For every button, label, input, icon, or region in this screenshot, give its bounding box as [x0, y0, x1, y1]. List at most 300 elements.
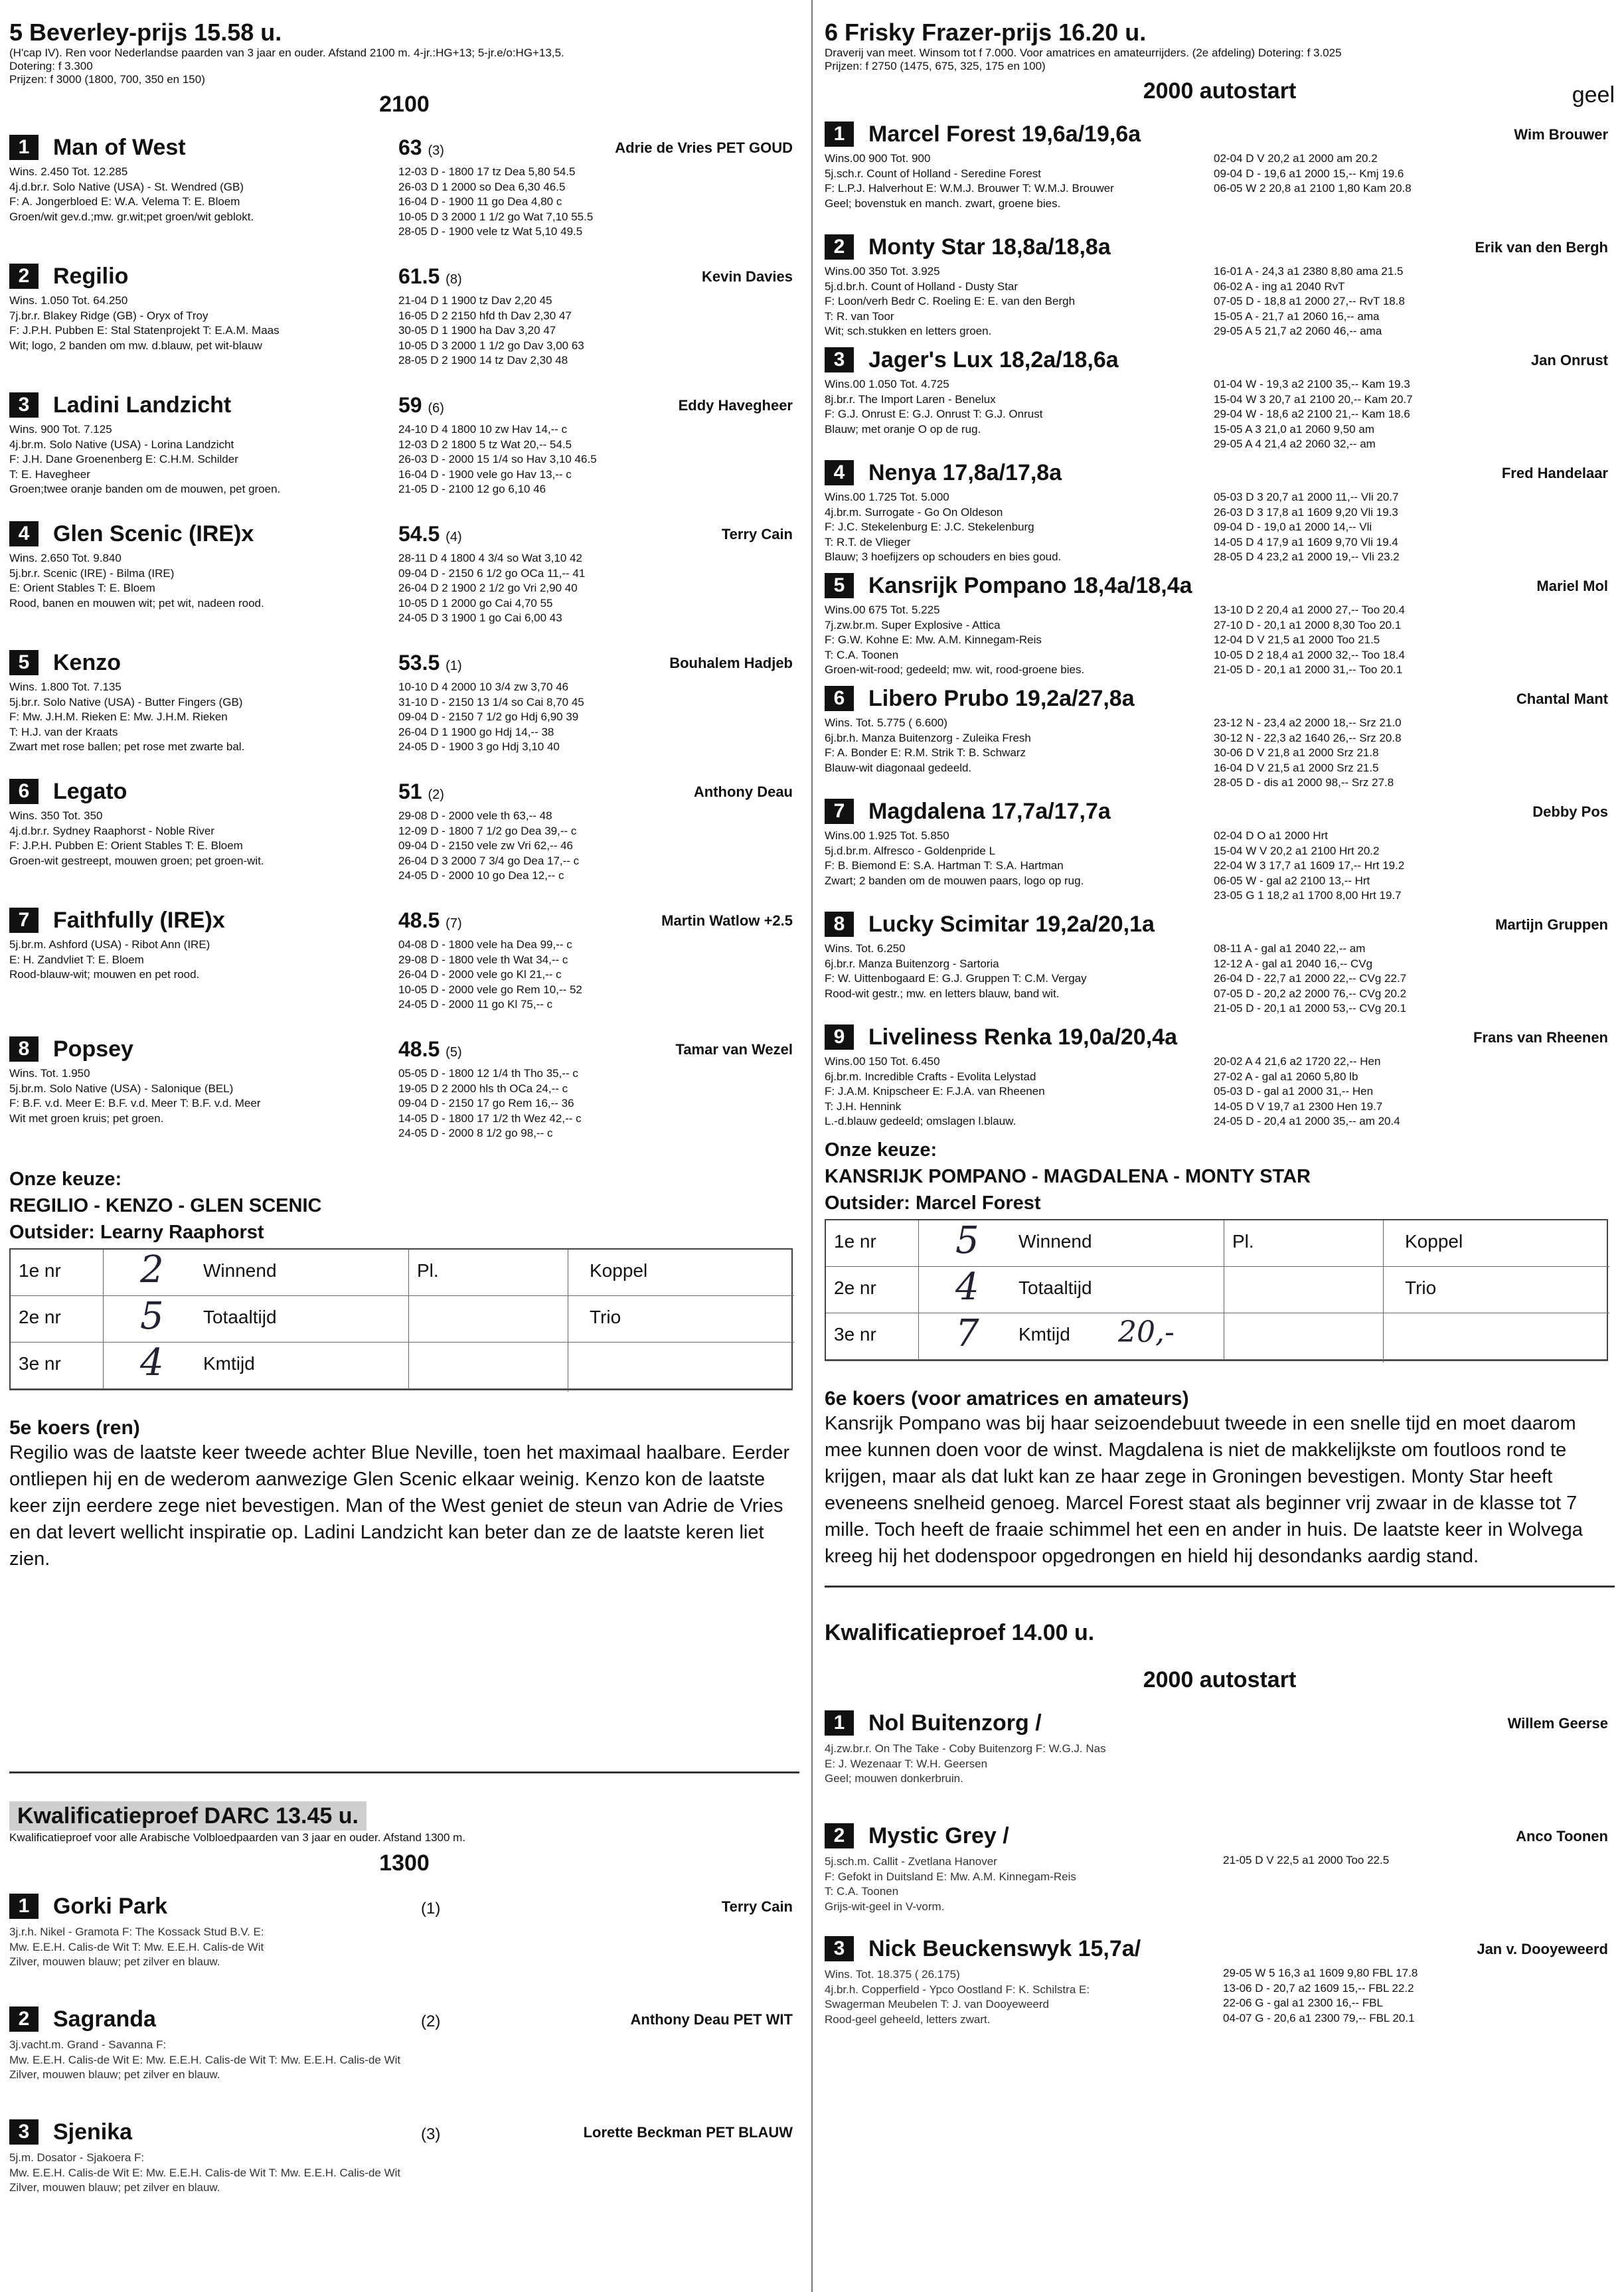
horse-detail-line: T: R.T. de Vlieger [825, 535, 911, 548]
horse-detail-line: Mw. E.E.H. Calis-de Wit T: Mw. E.E.H. Calis-de Wit [9, 1940, 264, 1953]
pick-outsider: Outsider: Learny Raaphorst [9, 1222, 264, 1243]
horse-rating [398, 135, 444, 160]
result-line: 09-04 D - 19,6 a1 2000 15,-- Kmj 19.6 [1214, 167, 1404, 180]
horse-details [9, 165, 388, 224]
horse-details [825, 603, 1203, 678]
result-line: 29-08 D - 2000 vele th 63,-- 48 [398, 809, 552, 822]
start-position: (8) [446, 272, 462, 287]
qualification-horse-list [825, 1710, 1615, 2042]
grid-trio: Trio [1384, 1267, 1609, 1313]
result-line: 22-04 W 3 17,7 a1 1609 17,-- Hrt 19.2 [1214, 859, 1405, 872]
horse-details [9, 1066, 388, 1126]
result-line: 29-04 W - 18,6 a2 2100 21,-- Kam 18.6 [1214, 408, 1410, 420]
horse-header [9, 1893, 167, 1920]
column-divider [811, 0, 813, 2292]
result-line: 24-05 D - 2000 8 1/2 go 98,-- c [398, 1127, 553, 1139]
result-line: 16-04 D - 1900 11 go Dea 4,80 c [398, 195, 562, 208]
result-line: 19-05 D 2 2000 hls th OCa 24,-- c [398, 1082, 568, 1095]
horse-detail-line: Groen-wit gestreept, mouwen groen; pet groen-wit. [9, 854, 264, 867]
rider-name: Kevin Davies [702, 268, 793, 285]
result-line: 24-05 D - 1900 3 go Hdj 3,10 40 [398, 740, 560, 753]
result-line: 12-03 D 2 1800 5 tz Wat 20,-- 54.5 [398, 438, 572, 451]
grid-field-label: Kmtijd [203, 1353, 255, 1374]
result-line: 08-11 A - gal a1 2040 22,-- am [1214, 942, 1366, 955]
rating-value: 51 [398, 779, 422, 803]
handwritten-number: 5 [955, 1219, 979, 1262]
result-line: 16-01 A - 24,3 a1 2380 8,80 ama 21.5 [1214, 265, 1404, 278]
horse-entry [825, 911, 1615, 1020]
horse-detail-line: Wins.00 1.050 Tot. 4.725 [825, 378, 949, 390]
recent-results [1214, 829, 1615, 904]
horse-number: 2 [9, 264, 39, 289]
result-line: 29-05 A 4 21,4 a2 2060 32,-- am [1214, 438, 1376, 450]
recent-results [398, 165, 799, 240]
horse-name: Man of West [53, 134, 186, 160]
rider-name: Terry Cain [721, 526, 793, 542]
horse-detail-line: 5j.sch.r. Count of Holland - Seredine Forest [825, 167, 1041, 180]
horse-detail-line: F: J.P.H. Pubben E: Orient Stables T: E. Bloem [9, 839, 243, 852]
grid-place: Pl. [1224, 1220, 1384, 1362]
horse-rating [398, 651, 462, 675]
horse-detail-line: 7j.br.r. Blakey Ridge (GB) - Oryx of Troy [9, 309, 208, 322]
qualification-distance: 1300 [379, 1850, 430, 1876]
horse-number: 3 [825, 1936, 854, 1961]
horse-detail-line: Wins.00 1.725 Tot. 5.000 [825, 491, 949, 503]
commentary-heading: 5e koers (ren) [9, 1417, 140, 1439]
horse-rating [398, 1037, 462, 1062]
horse-number: 2 [825, 234, 854, 260]
horse-details [825, 151, 1203, 211]
result-line: 28-05 D 4 23,2 a1 2000 19,-- Vli 23.2 [1214, 550, 1400, 563]
grid-row-field [919, 1220, 1224, 1266]
horse-number: 3 [9, 392, 39, 418]
horse-name: Nenya 17,8a/17,8a [868, 459, 1062, 485]
betting-grid [825, 1219, 1608, 1361]
section-divider [825, 1586, 1615, 1588]
grid-row-label: 1e nr [11, 1250, 104, 1295]
horse-name: Gorki Park [53, 1893, 167, 1919]
recent-results [398, 680, 799, 755]
horse-detail-line: Wins. 1.050 Tot. 64.250 [9, 294, 128, 307]
horse-header [9, 778, 127, 805]
rider-name: Anco Toonen [1516, 1828, 1608, 1844]
recent-results [398, 422, 799, 497]
horse-header [825, 572, 1192, 599]
horse-detail-line: Wins. Tot. 5.775 ( 6.600) [825, 716, 947, 729]
horse-detail-line: Wins. 2.650 Tot. 9.840 [9, 552, 122, 564]
result-line: 24-05 D 3 1900 1 go Cai 6,00 43 [398, 612, 562, 624]
result-line: 05-03 D - gal a1 2000 31,-- Hen [1214, 1085, 1374, 1098]
grid-trio: Trio [568, 1296, 794, 1343]
horse-detail-line: Zilver, mouwen blauw; pet zilver en blauw. [9, 2068, 220, 2081]
horse-name: Lucky Scimitar 19,2a/20,1a [868, 911, 1155, 937]
horse-details [9, 809, 388, 868]
horse-detail-line: Wins. 1.800 Tot. 7.135 [9, 681, 122, 693]
result-line: 28-05 D - 1900 vele tz Wat 5,10 49.5 [398, 225, 583, 238]
result-line: 07-05 D - 18,8 a1 2000 27,-- RvT 18.8 [1214, 295, 1405, 307]
result-line: 24-05 D - 2000 11 go Kl 75,-- c [398, 998, 553, 1011]
horse-rating [398, 908, 462, 933]
result-line: 23-05 G 1 18,2 a1 1700 8,00 Hrt 19.7 [1214, 889, 1402, 902]
result-line: 12-09 D - 1800 7 1/2 go Dea 39,-- c [398, 824, 577, 837]
grid-koppel: Koppel [568, 1250, 794, 1296]
recent-results [398, 809, 799, 884]
grid-place: Pl. [409, 1250, 568, 1392]
horse-number: 6 [825, 686, 854, 711]
horse-detail-line: Wit; logo, 2 banden om mw. d.blauw, pet wit-blauw [9, 339, 262, 352]
horse-detail-line: 5j.br.m. Ashford (USA) - Ribot Ann (IRE) [9, 938, 210, 951]
horse-detail-line: E: Orient Stables T: E. Bloem [9, 582, 155, 594]
grid-row-field [104, 1296, 409, 1342]
horse-rating [398, 522, 462, 546]
horse-entry [9, 649, 799, 774]
horse-detail-line: Geel; bovenstuk en manch. zwart, groene bies. [825, 197, 1061, 210]
horse-name: Libero Prubo 19,2a/27,8a [868, 685, 1135, 711]
recent-results [398, 293, 799, 368]
horse-detail-line: 3j.r.h. Nikel - Gramota F: The Kossack Stud B.V. E: [9, 1925, 264, 1938]
grid-field-label: Totaaltijd [1018, 1277, 1092, 1298]
handwritten-number: 5 [140, 1295, 164, 1338]
commentary-text: Kansrijk Pompano was bij haar seizoendebuut tweede in een snelle tijd en moet daarom mee kunnen doen voor de winst. Magdalena is niet de makkelijkste om foutloos rond te krijgen, maar als dat lukt kan ze haar zege in Groningen bevestigen. Monty Star heeft eveneens snelheid genoeg. Marcel Forest staat als beginner vrij zwaar in de klasse tot 7 mille. Toch heeft de fraaie schimmel het een en ander in huis. De laatste keer in Wolvega kreeg hij het dodenspoor opgedrongen en hield hij desondanks aardig stand. [825, 1413, 1583, 1567]
horse-list [825, 121, 1615, 1133]
horse-detail-line: Wins. Tot. 1.950 [9, 1067, 90, 1080]
horse-details [9, 422, 388, 497]
horse-number: 6 [9, 779, 39, 804]
pick-outsider: Outsider: Marcel Forest [825, 1192, 1041, 1214]
horse-detail-line: F: A. Jongerbloed E: W.A. Velema T: E. Bloem [9, 195, 240, 208]
horse-detail-line: Zwart; 2 banden om de mouwen paars, logo op rug. [825, 874, 1084, 887]
horse-details [825, 1742, 1369, 1787]
recent-results [1214, 716, 1615, 791]
horse-detail-line: 5j.br.m. Solo Native (USA) - Salonique (BEL) [9, 1082, 234, 1095]
result-line: 27-02 A - gal a1 2060 5,80 lb [1214, 1070, 1358, 1083]
horse-detail-line: Wins. Tot. 18.375 ( 26.175) [825, 1968, 960, 1981]
grid-row-label: 2e nr [11, 1296, 104, 1342]
start-position: (2) [428, 787, 444, 802]
horse-header [825, 347, 1119, 373]
horse-details [825, 716, 1203, 776]
start-position: (6) [428, 401, 444, 416]
horse-number: 1 [9, 1894, 39, 1919]
start-position: (7) [446, 916, 462, 931]
rider-name: Willem Geerse [1507, 1715, 1608, 1732]
result-line: 12-04 D V 21,5 a1 2000 Too 21.5 [1214, 633, 1380, 646]
recent-results [1214, 941, 1615, 1017]
qualification-distance: 2000 autostart [1143, 1667, 1297, 1692]
result-line: 26-04 D - 2000 vele go Kl 21,-- c [398, 968, 562, 981]
result-line: 09-04 D - 2150 6 1/2 go OCa 11,-- 41 [398, 566, 586, 580]
result-line: 10-05 D - 2000 vele go Rem 10,-- 52 [398, 983, 582, 996]
horse-details [9, 2038, 554, 2083]
grid-row-label: 2e nr [826, 1267, 919, 1313]
grid-row [11, 1343, 791, 1389]
rider-name: Frans van Rheenen [1473, 1029, 1608, 1046]
left-column [9, 0, 799, 2292]
rating-value: 48.5 [398, 1037, 440, 1061]
horse-detail-line: Zilver, mouwen blauw; pet zilver en blauw. [9, 1955, 220, 1968]
horse-header [825, 798, 1111, 825]
horse-detail-line: Wins. 2.450 Tot. 12.285 [9, 165, 128, 178]
result-line: 01-04 W - 19,3 a2 2100 35,-- Kam 19.3 [1214, 378, 1410, 390]
rating-value: 59 [398, 393, 422, 417]
pick-heading: Onze keuze: [9, 1169, 122, 1190]
horse-name: Kenzo [53, 649, 121, 675]
horse-detail-line: Grijs-wit-geel in V-vorm. [825, 1900, 945, 1913]
race-title: 6 Frisky Frazer-prijs 16.20 u. [825, 19, 1147, 46]
grid-row-label: 3e nr [11, 1343, 104, 1388]
result-line: 07-05 D - 20,2 a2 2000 76,-- CVg 20.2 [1214, 987, 1407, 1000]
horse-detail-line: T: R. van Toor [825, 309, 894, 323]
grid-field-label: Kmtijd [1018, 1324, 1070, 1345]
grid-row-label: 3e nr [826, 1313, 919, 1359]
horse-name: Nick Beuckenswyk 15,7a/ [868, 1935, 1141, 1961]
horse-entry [825, 1823, 1615, 1929]
result-line: 26-03 D - 2000 15 1/4 so Hav 3,10 46.5 [398, 453, 597, 465]
horse-number: 1 [825, 1710, 854, 1736]
horse-name: Faithfully (IRE)x [53, 907, 225, 933]
horse-detail-line: Groen-wit-rood; gedeeld; mw. wit, rood-groene bies. [825, 663, 1085, 676]
rider-name: Wim Brouwer [1514, 126, 1608, 143]
rider-name: Chantal Mant [1516, 691, 1608, 707]
horse-entry [9, 1036, 799, 1161]
result-line: 26-04 D 3 2000 7 3/4 go Dea 17,-- c [398, 854, 580, 867]
horse-detail-line: Rood, banen en mouwen wit; pet wit, nadeen rood. [9, 596, 264, 610]
result-line: 15-04 W V 20,2 a1 2100 Hrt 20.2 [1214, 844, 1380, 857]
horse-details [9, 938, 388, 983]
horse-detail-line: 7j.zw.br.m. Super Explosive - Attica [825, 618, 1001, 631]
commentary-heading: 6e koers (voor amatrices en amateurs) [825, 1388, 1189, 1410]
result-line: 06-02 A - ing a1 2040 RvT [1214, 280, 1345, 293]
recent-results [1223, 1853, 1624, 1868]
pick-selection: REGILIO - KENZO - GLEN SCENIC [9, 1195, 322, 1216]
horse-number: 1 [825, 122, 854, 147]
result-line: 10-05 D 1 2000 go Cai 4,70 55 [398, 596, 553, 610]
horse-entry [825, 234, 1615, 343]
section-divider [9, 1771, 799, 1773]
result-line: 26-03 D 1 2000 so Dea 6,30 46.5 [398, 180, 566, 193]
result-line: 24-10 D 4 1800 10 zw Hav 14,-- c [398, 423, 568, 436]
horse-number: 8 [825, 912, 854, 937]
horse-detail-line: Blauw; met oranje O op de rug. [825, 422, 981, 436]
rider-name: Terry Cain [721, 1898, 793, 1915]
horse-header [825, 1935, 1141, 1962]
horse-header [9, 521, 254, 547]
horse-detail-line: 4j.br.h. Copperfield - Ypco Oostland F: K. Schilstra E: [825, 1983, 1090, 1996]
horse-detail-line: E: J. Wezenaar T: W.H. Geersen [825, 1757, 988, 1770]
result-line: 14-05 D V 19,7 a1 2300 Hen 19.7 [1214, 1100, 1383, 1113]
horse-name: Glen Scenic (IRE)x [53, 521, 254, 546]
result-line: 10-05 D 3 2000 1 1/2 go Dav 3,00 63 [398, 339, 584, 352]
rating-value: 53.5 [398, 651, 440, 675]
horse-detail-line: Swagerman Meubelen T: J. van Dooyeweerd [825, 1998, 1049, 2010]
rider-name: Anthony Deau PET WIT [630, 2011, 793, 2028]
result-line: 15-05 A 3 21,0 a1 2060 9,50 am [1214, 422, 1374, 436]
rider-name: Tamar van Wezel [675, 1041, 793, 1058]
result-line: 30-05 D 1 1900 ha Dav 3,20 47 [398, 324, 556, 337]
rider-name: Erik van den Bergh [1475, 239, 1608, 256]
rider-name: Martin Watlow +2.5 [661, 912, 793, 929]
recent-results [1214, 377, 1615, 452]
result-line: 21-05 D - 20,1 a1 2000 53,-- CVg 20.1 [1214, 1002, 1407, 1015]
rider-name: Jan Onrust [1530, 352, 1608, 368]
horse-detail-line: F: L.P.J. Halverhout E: W.M.J. Brouwer T: W.M.J. Brouwer [825, 182, 1114, 195]
horse-detail-line: Groen;twee oranje banden om de mouwen, pet groen. [9, 483, 281, 495]
horse-name: Marcel Forest 19,6a/19,6a [868, 121, 1141, 147]
result-line: 28-11 D 4 1800 4 3/4 so Wat 3,10 42 [398, 552, 582, 564]
horse-entry [9, 134, 799, 259]
result-line: 05-03 D 3 20,7 a1 2000 11,-- Vli 20.7 [1214, 491, 1399, 503]
horse-detail-line: F: Loon/verh Bedr C. Roeling E: E. van den Bergh [825, 295, 1076, 307]
horse-detail-line: Wins.00 350 Tot. 3.925 [825, 265, 940, 278]
horse-detail-line: T: C.A. Toonen [825, 648, 899, 661]
horse-name: Monty Star 18,8a/18,8a [868, 234, 1111, 260]
rating-value: 63 [398, 135, 422, 159]
result-line: 30-06 D V 21,8 a1 2000 Srz 21.8 [1214, 746, 1379, 759]
horse-name: Regilio [53, 263, 129, 289]
result-line: 23-12 N - 23,4 a2 2000 18,-- Srz 21.0 [1214, 716, 1402, 729]
recent-results [1214, 490, 1615, 565]
commentary-text: Regilio was de laatste keer tweede achter Blue Neville, toen het maximaal haalbare. Eerder ontliepen hij en de wederom aanwezige Glen Scenic elkaar weinig. Kenzo kon de laatste keer zijn eerdere zege niet bevestigen. Man of the West geniet de steun van Adrie de Vries en dat levert wellicht inspiratie op. Ladini Landzicht kan beter dan ze de laatste keren liet zien. [9, 1442, 790, 1570]
grid-row-field [104, 1250, 409, 1295]
horse-entry [825, 1024, 1615, 1133]
horse-detail-line: F: J.P.H. Pubben E: Stal Statenprojekt T: E.A.M. Maas [9, 324, 280, 337]
horse-rating [398, 393, 444, 418]
horse-detail-line: Zwart met rose ballen; pet rose met zwarte bal. [9, 740, 245, 753]
horse-detail-line: Wins. 900 Tot. 7.125 [9, 423, 112, 436]
horse-header [9, 392, 231, 418]
horse-detail-line: 3j.vacht.m. Grand - Savanna F: [9, 2038, 167, 2051]
rider-name: Adrie de Vries PET GOUD [615, 139, 793, 156]
result-line: 22-06 G - gal a1 2300 16,-- FBL [1223, 1997, 1383, 2009]
horse-detail-line: Wit; sch.stukken en letters groen. [825, 325, 992, 337]
horse-entry [9, 907, 799, 1032]
horse-detail-line: T: E. Havegheer [9, 467, 90, 481]
horse-details [9, 2151, 554, 2196]
handwritten-number: 4 [140, 1341, 164, 1384]
horse-detail-line: 5j.d.br.m. Alfresco - Goldenpride L [825, 844, 996, 857]
horse-number: 5 [825, 573, 854, 598]
horse-detail-line: F: B.F. v.d. Meer E: B.F. v.d. Meer T: B.F. v.d. Meer [9, 1097, 261, 1109]
horse-number: 9 [825, 1024, 854, 1050]
start-position: (3) [428, 143, 444, 158]
horse-detail-line: Wins.00 900 Tot. 900 [825, 152, 931, 165]
horse-entry [9, 2006, 799, 2112]
horse-entry [825, 347, 1615, 455]
grid-row [826, 1313, 1607, 1360]
result-line: 28-05 D - dis a1 2000 98,-- Srz 27.8 [1214, 776, 1394, 789]
horse-detail-line: F: G.W. Kohne E: Mw. A.M. Kinnegam-Reis [825, 633, 1042, 646]
horse-detail-line: 6j.br.r. Manza Buitenzorg - Sartoria [825, 957, 999, 970]
horse-rating [398, 779, 444, 804]
race-conditions-line: (H'cap IV). Ren voor Nederlandse paarden van 3 jaar en ouder. Afstand 2100 m. 4-jr.:HG+13; 5-jr.e/o:HG+13,5. [9, 46, 564, 59]
result-line: 09-04 D - 19,0 a1 2000 14,-- Vli [1214, 521, 1372, 533]
horse-entry [9, 263, 799, 388]
horse-detail-line: 8j.br.r. The Import Laren - Benelux [825, 392, 996, 406]
rider-name: Debby Pos [1532, 803, 1608, 820]
horse-detail-line: F: Gefokt in Duitsland E: Mw. A.M. Kinnegam-Reis [825, 1870, 1076, 1883]
horse-header [9, 263, 128, 289]
grid-row-field [919, 1313, 1224, 1359]
horse-number: 3 [9, 2119, 39, 2145]
horse-name: Sagranda [53, 2006, 156, 2032]
horse-name: Popsey [53, 1036, 133, 1062]
result-line: 26-04 D - 22,7 a1 2000 22,-- CVg 22.7 [1214, 972, 1407, 985]
pick-heading: Onze keuze: [825, 1139, 937, 1161]
betting-grid [9, 1248, 793, 1390]
horse-name: Magdalena 17,7a/17,7a [868, 798, 1111, 824]
race-distance: 2000 autostart [1143, 78, 1297, 104]
horse-entry [825, 798, 1615, 907]
horse-detail-line: Blauw; 3 hoefijzers op schouders en bies goud. [825, 550, 1062, 563]
result-line: 12-03 D - 1800 17 tz Dea 5,80 54.5 [398, 165, 576, 178]
result-line: 14-05 D - 1800 17 1/2 th Wez 42,-- c [398, 1111, 582, 1125]
rating-value: 54.5 [398, 522, 440, 546]
horse-detail-line: 4j.br.m. Solo Native (USA) - Lorina Landzicht [9, 438, 234, 451]
result-line: 21-04 D 1 1900 tz Dav 2,20 45 [398, 294, 552, 307]
rider-name: Bouhalem Hadjeb [669, 655, 793, 671]
horse-detail-line: 5j.br.r. Scenic (IRE) - Bilma (IRE) [9, 566, 175, 580]
result-line: 09-04 D - 2150 17 go Rem 16,-- 36 [398, 1097, 574, 1109]
result-line: 30-12 N - 22,3 a2 1640 26,-- Srz 20.8 [1214, 731, 1402, 744]
horse-detail-line: Groen/wit gev.d.;mw. gr.wit;pet groen/wit geblokt. [9, 210, 254, 223]
start-position: (3) [421, 2125, 441, 2143]
horse-detail-line: F: W. Uittenbogaard E: G.J. Gruppen T: C.M. Vergay [825, 972, 1087, 985]
horse-details [825, 264, 1203, 339]
horse-detail-line: F: J.C. Stekelenburg E: J.C. Stekelenburg [825, 521, 1034, 533]
horse-rating [398, 264, 462, 289]
horse-name: Sjenika [53, 2119, 133, 2145]
recent-results [1223, 1966, 1624, 2026]
race-conditions-line: Draverij van meet. Winsom tot f 7.000. Voor amatrices en amateurrijders. (2e afdeling) Dotering: f 3.025 [825, 46, 1342, 59]
horse-name: Liveliness Renka 19,0a/20,4a [868, 1024, 1177, 1050]
recent-results [1214, 1054, 1615, 1129]
horse-detail-line: Wins. Tot. 6.250 [825, 942, 906, 955]
result-line: 28-05 D 2 1900 14 tz Dav 2,30 48 [398, 354, 568, 367]
horse-detail-line: 5j.m. Dosator - Sjakoera F: [9, 2151, 145, 2164]
horse-detail-line: Mw. E.E.H. Calis-de Wit E: Mw. E.E.H. Calis-de Wit T: Mw. E.E.H. Calis-de Wit [9, 2166, 401, 2179]
horse-detail-line: Wins.00 1.925 Tot. 5.850 [825, 829, 949, 842]
horse-detail-line: 5j.br.r. Solo Native (USA) - Butter Fingers (GB) [9, 695, 243, 708]
horse-detail-line: 5j.sch.m. Callit - Zvetlana Hanover [825, 1855, 997, 1868]
horse-entry [9, 392, 799, 517]
handwritten-number: 7 [955, 1312, 979, 1355]
start-position: (2) [421, 2012, 441, 2030]
horse-entry [825, 1935, 1615, 2042]
horse-details [9, 293, 388, 353]
horse-details [825, 1054, 1203, 1129]
result-line: 04-07 G - 20,6 a1 2300 79,-- FBL 20.1 [1223, 2011, 1415, 2024]
rider-name: Jan v. Dooyeweerd [1477, 1941, 1608, 1957]
result-line: 21-05 D - 20,1 a1 2000 31,-- Too 20.1 [1214, 663, 1403, 676]
start-position: (4) [446, 530, 462, 544]
result-line: 26-03 D 3 17,8 a1 1609 9,20 Vli 19.3 [1214, 505, 1398, 519]
result-line: 24-05 D - 20,4 a1 2000 35,-- am 20.4 [1214, 1115, 1400, 1127]
horse-entry [825, 685, 1615, 794]
result-line: 06-05 W - gal a2 2100 13,-- Hrt [1214, 874, 1370, 887]
horse-detail-line: Rood-wit gestr.; mw. en letters blauw, band wit. [825, 987, 1060, 1000]
result-line: 16-04 D - 1900 vele go Hav 13,-- c [398, 467, 572, 481]
horse-name: Kansrijk Pompano 18,4a/18,4a [868, 572, 1192, 598]
horse-detail-line: Mw. E.E.H. Calis-de Wit E: Mw. E.E.H. Calis-de Wit T: Mw. E.E.H. Calis-de Wit [9, 2053, 401, 2066]
horse-detail-line: 4j.br.m. Surrogate - Go On Oldeson [825, 505, 1003, 519]
recent-results [1214, 151, 1615, 197]
horse-detail-line: T: C.A. Toonen [825, 1885, 899, 1898]
horse-details [825, 829, 1203, 888]
horse-number: 7 [825, 799, 854, 824]
horse-number: 2 [9, 2006, 39, 2032]
horse-number: 4 [825, 460, 854, 485]
horse-detail-line: T: J.H. Hennink [825, 1100, 902, 1113]
